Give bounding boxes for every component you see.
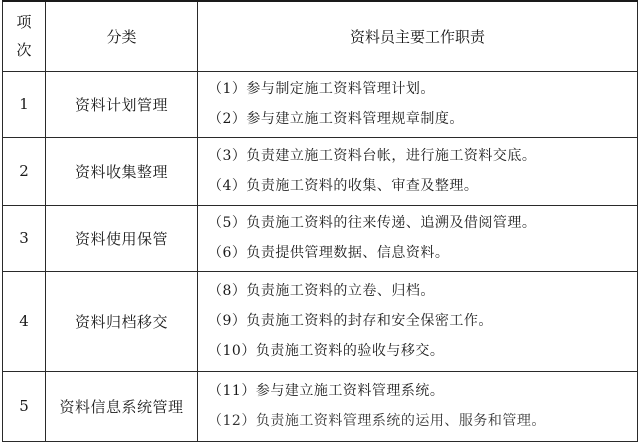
header-item-no	[3, 1, 46, 71]
row-duties	[198, 71, 638, 137]
duties-table	[2, 0, 638, 442]
duty-line: （6）负责提供管理数据、信息资料。	[208, 245, 450, 261]
row-duties	[198, 271, 638, 371]
header-category: 分类	[46, 1, 198, 71]
duty-line: （11）参与建立施工资料管理系统。	[208, 383, 445, 399]
row-duties	[198, 205, 638, 271]
table-row	[3, 137, 638, 205]
duty-line: （12）负责施工资料管理系统的运用、服务和管理。	[208, 413, 546, 429]
header-item-no-line2: 次	[16, 41, 32, 60]
table-header-row	[3, 1, 638, 71]
row-category: 资料收集整理	[46, 137, 198, 205]
table-row	[3, 71, 638, 137]
duty-line: （4）负责施工资料的收集、审查及整理。	[208, 178, 479, 194]
table-row	[3, 205, 638, 271]
row-category: 资料归档移交	[46, 271, 198, 371]
row-category: 资料计划管理	[46, 71, 198, 137]
duty-line: （10）负责施工资料的验收与移交。	[208, 343, 445, 359]
row-duties	[198, 137, 638, 205]
header-item-no-line1: 项	[16, 13, 32, 32]
duty-line: （1）参与制定施工资料管理计划。	[208, 81, 435, 97]
row-number: 1	[3, 71, 46, 137]
row-number: 4	[3, 271, 46, 371]
row-duties	[198, 371, 638, 441]
header-duties: 资料员主要工作职责	[198, 1, 638, 71]
row-category: 资料使用保管	[46, 205, 198, 271]
table-row	[3, 271, 638, 371]
duty-line: （5）负责施工资料的往来传递、追溯及借阅管理。	[208, 215, 537, 231]
row-number: 5	[3, 371, 46, 441]
duty-line: （8）负责施工资料的立卷、归档。	[208, 283, 435, 299]
table-row	[3, 371, 638, 441]
duty-line: （9）负责施工资料的封存和安全保密工作。	[208, 313, 493, 329]
duty-line: （3）负责建立施工资料台帐，进行施工资料交底。	[208, 148, 537, 164]
row-number: 2	[3, 137, 46, 205]
duty-line: （2）参与建立施工资料管理规章制度。	[208, 111, 464, 127]
row-number: 3	[3, 205, 46, 271]
row-category: 资料信息系统管理	[46, 371, 198, 441]
